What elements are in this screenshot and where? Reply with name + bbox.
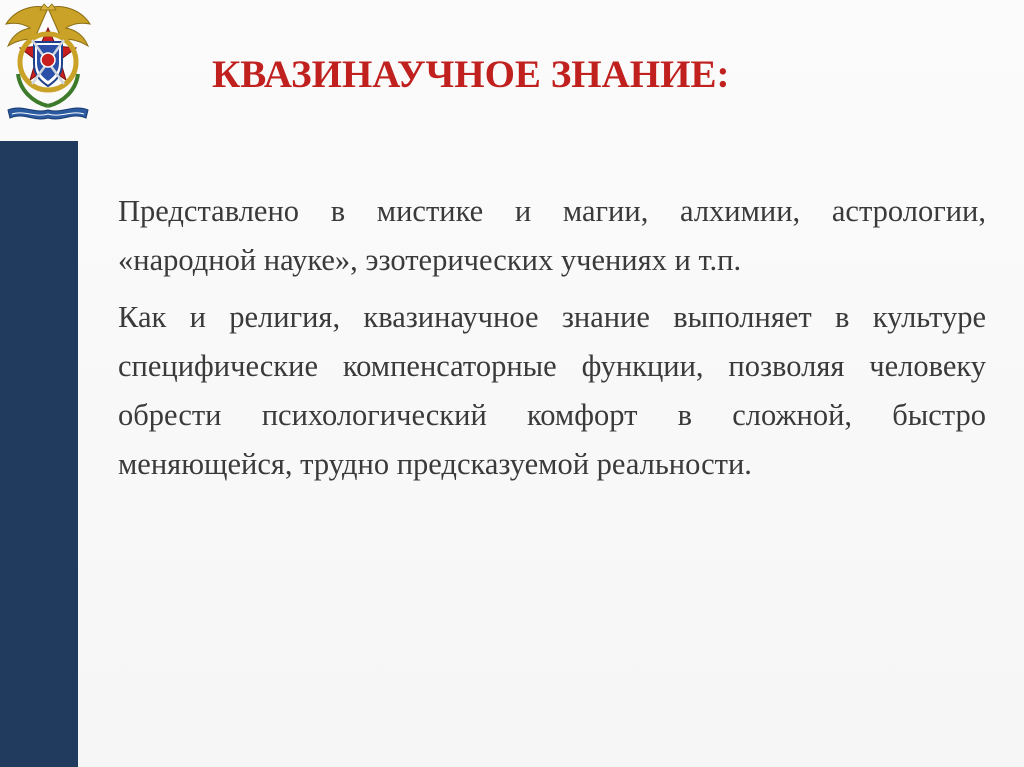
paragraph-2: Как и религия, квазинаучное знание выполняет в культуре специфические компенсаторные функции, позволяя человеку обрести психологический комфорт в сложной, быстро меняющейся, трудно предсказуемой реальности. [118, 300, 986, 481]
side-bar-decoration [0, 141, 78, 767]
paragraph-1: Представлено в мистике и магии, алхимии, астрологии, «народной науке», эзотерических учениях и т.п. [118, 194, 986, 277]
slide-title: КВАЗИНАУЧНОЕ ЗНАНИЕ: [212, 53, 730, 96]
slide-content [118, 187, 986, 497]
coat-of-arms-emblem-icon [2, 2, 94, 130]
